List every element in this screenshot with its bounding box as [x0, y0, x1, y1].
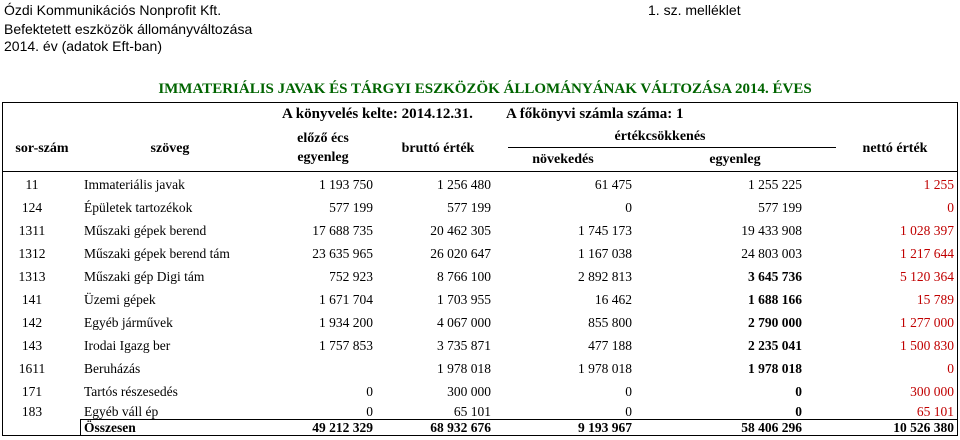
total-gross: 68 932 676	[430, 420, 491, 435]
total-row	[0, 416, 960, 439]
cell-name: Immateriális javak	[84, 177, 185, 192]
cell-balance: 577 199	[758, 200, 802, 215]
table-row	[0, 219, 960, 242]
cell-name: Irodai Igazg ber	[84, 338, 171, 353]
col-szoveg: szöveg	[150, 141, 190, 156]
cell-balance: 1 978 018	[748, 361, 802, 376]
table-row	[0, 288, 960, 311]
total-increase: 9 193 967	[578, 420, 632, 435]
cell-net: 0	[947, 361, 954, 376]
cell-id: 143	[21, 338, 43, 353]
cell-net: 1 028 397	[900, 223, 954, 238]
table-title: IMMATERIÁLIS JAVAK ÉS TÁRGYI ESZKÖZÖK ÁLLOMÁNYÁNAK VÁLTOZÁSA 2014. ÉVES	[158, 81, 812, 97]
cell-balance: 24 803 003	[741, 246, 802, 261]
cell-prev: 23 635 965	[312, 246, 373, 261]
cell-prev: 752 923	[329, 269, 373, 284]
col-elozo-line1: előző écs	[297, 131, 349, 146]
cell-increase: 0	[625, 384, 632, 399]
cell-gross: 26 020 647	[430, 246, 491, 261]
total-label: Összesen	[84, 420, 136, 435]
cell-gross: 4 067 000	[437, 315, 491, 330]
cell-net: 1 255	[923, 177, 954, 192]
cell-net: 65 101	[916, 404, 954, 419]
cell-increase: 0	[625, 200, 632, 215]
cell-net: 300 000	[910, 384, 954, 399]
cell-name: Műszaki gépek berend tám	[84, 246, 230, 261]
table-row	[0, 334, 960, 357]
cell-net: 0	[947, 200, 954, 215]
cell-gross: 65 101	[453, 404, 491, 419]
cell-prev: 0	[366, 384, 373, 399]
cell-increase: 2 892 813	[578, 269, 632, 284]
cell-prev: 0	[366, 404, 373, 419]
cell-prev: 17 688 735	[312, 223, 373, 238]
total-net: 10 526 380	[893, 420, 954, 435]
header-subrule	[508, 147, 836, 148]
cell-increase: 16 462	[594, 292, 632, 307]
cell-gross: 20 462 305	[430, 223, 491, 238]
cell-prev: 1 934 200	[319, 315, 373, 330]
table-row	[0, 265, 960, 288]
annex-label: 1. sz. melléklet	[648, 2, 741, 18]
cell-name: Egyéb járművek	[84, 315, 173, 330]
cell-net: 15 789	[916, 292, 954, 307]
cell-gross: 1 978 018	[437, 361, 491, 376]
cell-net: 1 500 830	[900, 338, 954, 353]
cell-name: Tartós részesedés	[84, 384, 178, 399]
cell-prev: 1 193 750	[319, 177, 373, 192]
ledger-number: A főkönyvi számla száma: 1	[506, 106, 684, 122]
report-year: 2014. év (adatok Eft-ban)	[4, 38, 162, 54]
cell-prev: 577 199	[329, 200, 373, 215]
cell-name: Üzemi gépek	[84, 292, 156, 307]
cell-increase: 477 188	[588, 338, 632, 353]
cell-name: Beruházás	[84, 361, 141, 376]
table-row	[0, 196, 960, 219]
cell-gross: 3 735 871	[437, 338, 491, 353]
col-ertekcsokkenes: értékcsökkenés	[614, 129, 706, 144]
cell-increase: 1 167 038	[578, 246, 632, 261]
cell-id: 124	[21, 200, 43, 215]
cell-id: 183	[21, 404, 43, 419]
header-bottom-rule	[2, 171, 958, 172]
cell-balance: 1 255 225	[748, 177, 802, 192]
cell-balance: 2 235 041	[748, 338, 802, 353]
cell-id: 1311	[18, 223, 46, 238]
cell-net: 1 277 000	[900, 315, 954, 330]
cell-id: 11	[25, 177, 39, 192]
table-row	[0, 311, 960, 334]
cell-net: 1 217 644	[900, 246, 954, 261]
cell-gross: 577 199	[447, 200, 491, 215]
report-subtitle: Befektetett eszközök állományváltozása	[4, 21, 253, 37]
cell-id: 1313	[18, 269, 46, 284]
table-row	[0, 242, 960, 265]
cell-balance: 2 790 000	[748, 315, 802, 330]
cell-increase: 1 978 018	[578, 361, 632, 376]
cell-gross: 8 766 100	[437, 269, 491, 284]
cell-id: 1312	[18, 246, 46, 261]
cell-name: Műszaki gépek berend	[84, 223, 207, 238]
booking-date: A könyvelés kelte: 2014.12.31.	[282, 106, 473, 122]
cell-id: 1611	[18, 361, 46, 376]
cell-increase: 61 475	[594, 177, 632, 192]
col-sor-szam: sor-szám	[15, 141, 69, 156]
cell-increase: 0	[625, 404, 632, 419]
cell-name: Egyéb váll ép	[84, 404, 159, 419]
table-row	[0, 173, 960, 196]
col-netto: nettó érték	[862, 141, 928, 156]
col-novekedes: növekedés	[532, 152, 594, 167]
company-name: Ózdi Kommunikációs Nonprofit Kft.	[4, 2, 222, 18]
cell-id: 141	[21, 292, 43, 307]
cell-name: Épületek tartozékok	[84, 200, 193, 215]
cell-increase: 1 745 173	[578, 223, 632, 238]
col-brutto: bruttó érték	[401, 141, 475, 156]
cell-balance: 3 645 736	[748, 269, 802, 284]
cell-balance: 0	[795, 384, 802, 399]
cell-gross: 1 703 955	[437, 292, 491, 307]
cell-name: Műszaki gép Digi tám	[84, 269, 205, 284]
cell-balance: 19 433 908	[741, 223, 802, 238]
cell-balance: 1 688 166	[748, 292, 802, 307]
col-elozo-line2: egyenleg	[297, 150, 349, 165]
cell-gross: 300 000	[447, 384, 491, 399]
cell-prev: 1 671 704	[319, 292, 373, 307]
cell-net: 5 120 364	[900, 269, 954, 284]
total-balance: 58 406 296	[741, 420, 802, 435]
table-row	[0, 357, 960, 380]
cell-balance: 0	[795, 404, 802, 419]
total-prev: 49 212 329	[312, 420, 373, 435]
col-egyenleg: egyenleg	[709, 152, 761, 167]
cell-id: 171	[21, 384, 43, 399]
cell-increase: 855 800	[588, 315, 632, 330]
cell-id: 142	[21, 315, 43, 330]
cell-gross: 1 256 480	[437, 177, 491, 192]
cell-prev: 1 757 853	[319, 338, 373, 353]
